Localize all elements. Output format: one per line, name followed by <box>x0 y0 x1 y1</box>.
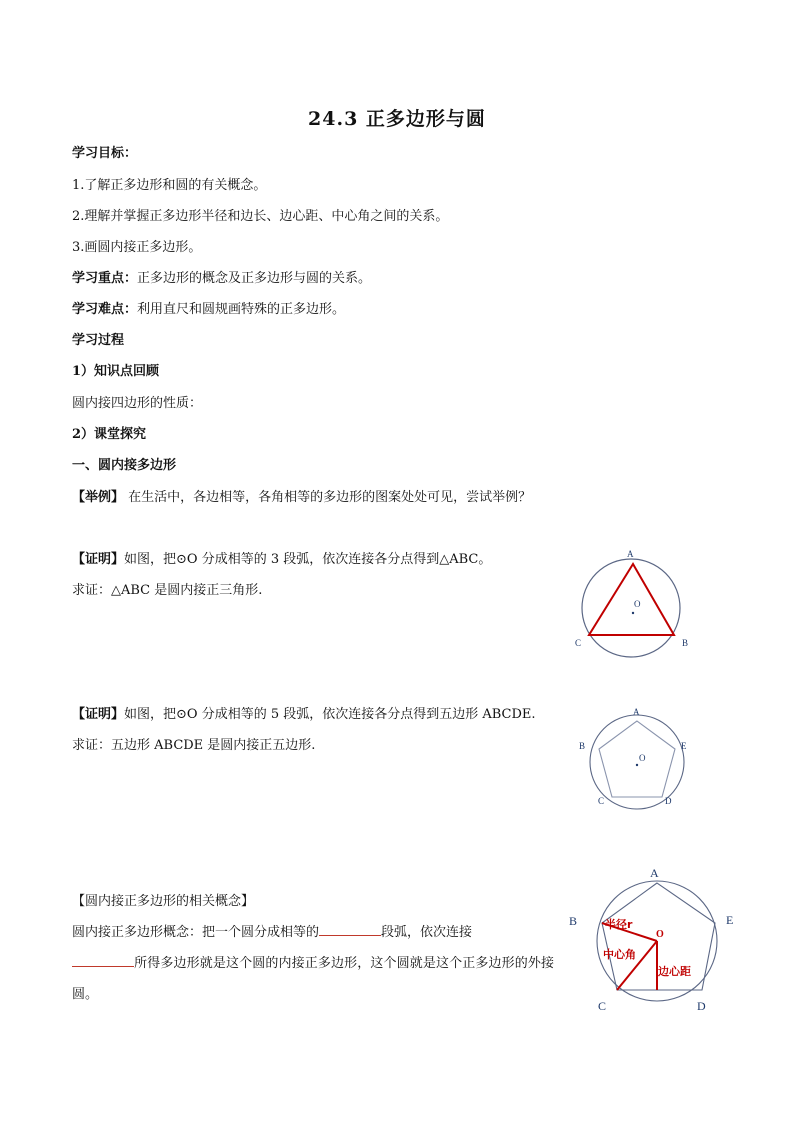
apothem-label: 边心距 <box>658 965 691 978</box>
triangle-abc <box>589 564 674 635</box>
label-c-2: C <box>598 796 605 806</box>
figure-pentagon-concepts <box>564 862 744 1017</box>
proof2 <box>72 706 536 724</box>
label-b-3: B <box>569 914 578 928</box>
label-c-1: C <box>575 638 582 648</box>
proof1 <box>72 551 491 569</box>
section1-heading: 一、圆内接多边形 <box>72 458 177 473</box>
label-a-3: A <box>650 866 659 880</box>
objective-1: 1.了解正多边形和圆的有关概念。 <box>72 178 267 193</box>
concept-part2: 段弧，依次连接 <box>381 925 473 940</box>
label-o-1: O <box>634 599 641 609</box>
difficulty-label: 学习难点： <box>72 302 138 317</box>
proof2-claim: 求证：五边形 ABCDE 是圆内接正五边形. <box>72 738 316 753</box>
center-dot-2 <box>636 764 638 766</box>
label-e-2: E <box>681 741 687 751</box>
radius-label: 半径r <box>605 918 633 931</box>
objectives-heading: 学习目标： <box>72 146 138 161</box>
label-a-1: A <box>627 549 634 559</box>
blank-arc-count[interactable] <box>319 921 381 936</box>
proof1-claim: 求证：△ABC 是圆内接正三角形. <box>72 583 263 598</box>
proof1-label: 【证明】 <box>72 552 125 567</box>
figure-pentagon-in-circle <box>575 705 695 810</box>
concept-heading: 【圆内接正多边形的相关概念】 <box>72 894 255 909</box>
label-o-2: O <box>639 753 646 763</box>
difficulty-text: 利用直尺和圆规画特殊的正多边形。 <box>137 302 346 317</box>
example <box>72 489 531 507</box>
concept-paragraph <box>72 917 554 1010</box>
label-c-3: C <box>598 999 607 1013</box>
proof1-text: 如图，把⊙O 分成相等的 3 段弧，依次连接各分点得到△ABC。 <box>124 552 492 567</box>
label-b-1: B <box>682 638 689 648</box>
circle-1 <box>582 559 680 657</box>
review-text: 圆内接四边形的性质： <box>72 396 203 411</box>
pentagon-abcde <box>599 721 675 797</box>
blank-connect-points[interactable] <box>72 952 134 967</box>
figure-triangle-in-circle <box>570 545 700 660</box>
key-point <box>72 270 371 288</box>
concept-part1: 圆内接正多边形概念：把一个圆分成相等的 <box>72 925 320 940</box>
label-b-2: B <box>579 741 586 751</box>
proof2-label: 【证明】 <box>72 707 125 722</box>
label-o-3: O <box>656 929 664 940</box>
label-d-2: D <box>665 796 672 806</box>
objective-2: 2.理解并掌握正多边形半径和边长、边心距、中心角之间的关系。 <box>72 209 449 224</box>
key-point-label: 学习重点： <box>72 271 138 286</box>
central-angle-label: 中心角 <box>603 948 636 961</box>
objective-3: 3.画圆内接正多边形。 <box>72 240 202 255</box>
example-text: 在生活中，各边相等，各角相等的多边形的图案处处可见，尝试举例？ <box>124 490 532 505</box>
label-e-3: E <box>726 913 734 927</box>
difficulty <box>72 301 345 319</box>
key-point-text: 正多边形的概念及正多边形与圆的关系。 <box>137 271 372 286</box>
page-title: 24.3 正多边形与圆 <box>308 108 486 130</box>
process-heading: 学习过程 <box>72 333 125 348</box>
label-a-2: A <box>633 707 640 717</box>
review-heading: 1）知识点回顾 <box>72 364 160 379</box>
circle-2 <box>590 715 684 809</box>
example-label: 【举例】 <box>72 490 125 505</box>
concept-part3: 所得多边形就是这个圆的内接正多边形，这个圆就是这个正多边形的外接圆。 <box>72 956 554 1002</box>
center-dot-1 <box>632 612 634 614</box>
explore-heading: 2）课堂探究 <box>72 427 147 442</box>
proof2-text: 如图，把⊙O 分成相等的 5 段弧，依次连接各分点得到五边形 ABCDE. <box>124 707 536 722</box>
label-d-3: D <box>697 999 706 1013</box>
